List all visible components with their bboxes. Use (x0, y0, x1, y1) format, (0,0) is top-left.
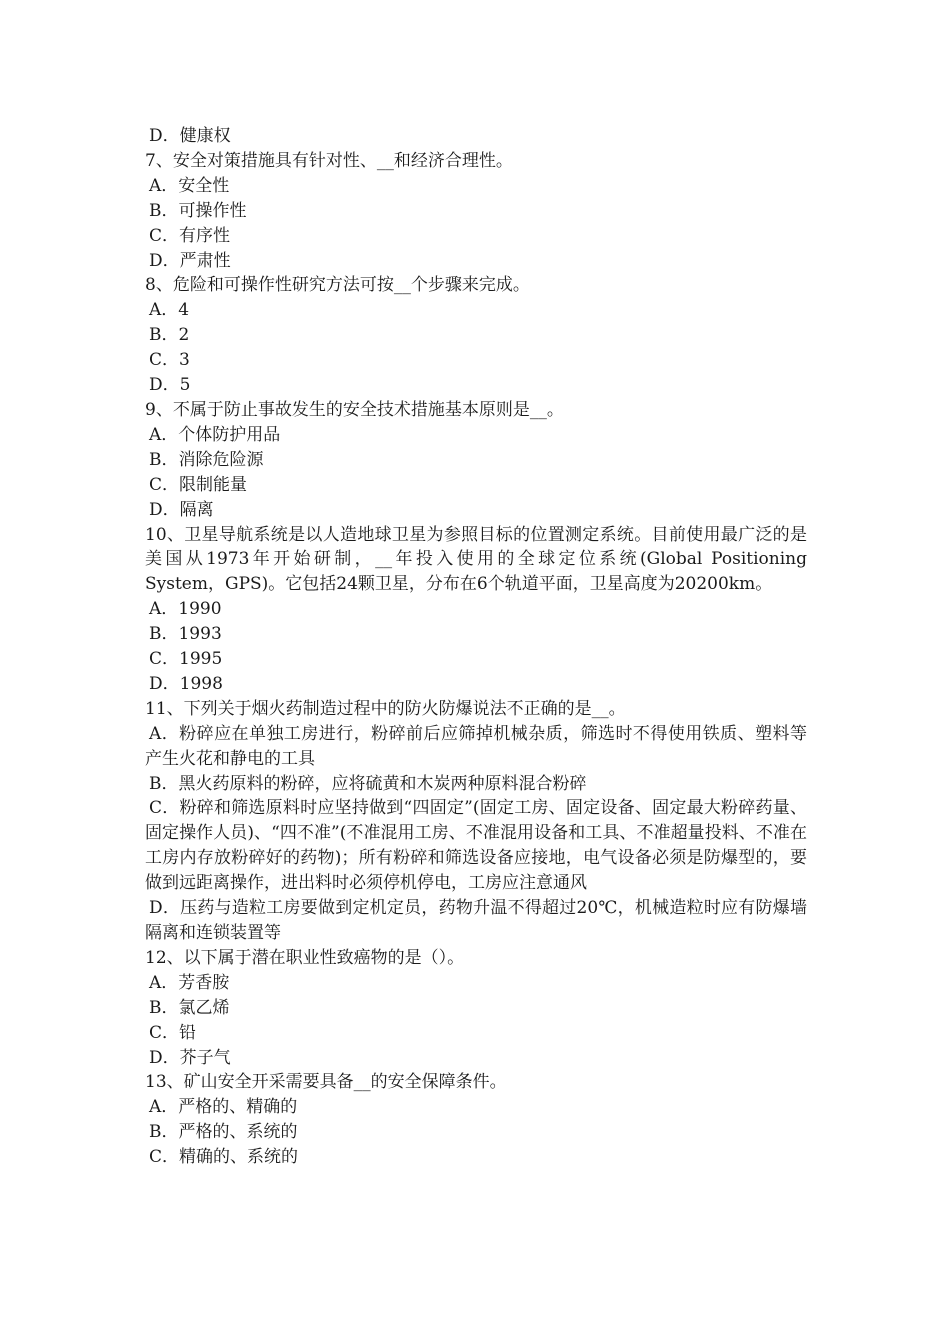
q12-option-b: B．氯乙烯 (149, 997, 230, 1018)
q7-option-b: B．可操作性 (149, 200, 247, 221)
q12-option-c: C．铅 (149, 1022, 197, 1043)
q10-option-c: C．1995 (149, 649, 223, 670)
q13-option-b: B．严格的、系统的 (149, 1122, 298, 1143)
q13-option-a: A．严格的、精确的 (149, 1097, 298, 1118)
q8-option-d: D．5 (149, 375, 191, 396)
q13-option-c: C．精确的、系统的 (149, 1147, 299, 1168)
q10-stem: 10、卫星导航系统是以人造地球卫星为参照目标的位置测定系统。目前使用最广泛的是美国从1973年开始研制，__年投入使用的全球定位系统(Global Positioning System，GPS)。它包括24颗卫星，分布在6个轨道平面，卫星高度为20200km。 (145, 524, 807, 595)
q7-option-d: D．严肃性 (149, 250, 231, 271)
q11-option-d: D．压药与造粒工房要做到定机定员，药物升温不得超过20℃，机械造粒时应有防爆墙隔离和连锁装置等 (145, 898, 807, 943)
q9-option-d: D．隔离 (149, 499, 214, 520)
q8-option-b: B．2 (149, 325, 190, 346)
q12-stem: 12、以下属于潜在职业性致癌物的是（）。 (145, 947, 465, 968)
q7-option-c: C．有序性 (149, 225, 231, 246)
q11-option-c: C．粉碎和筛选原料时应坚持做到“四固定”(固定工房、固定设备、固定最大粉碎药量、固定操作人员)、“四不准”(不准混用工房、不准混用设备和工具、不准超量投料、不准在工房内存放粉碎好的药物)；所有粉碎和筛选设备应接地，电气设备必须是防爆型的，要做到远距离操作，进出料时必须停机停电，工房应注意通风 (145, 798, 807, 894)
q10-option-d: D．1998 (149, 673, 223, 694)
q8-stem: 8、危险和可操作性研究方法可按__个步骤来完成。 (145, 275, 530, 296)
q12-option-d: D．芥子气 (149, 1047, 231, 1068)
q6-option-d: D．健康权 (149, 126, 231, 146)
q12-option-a: A．芳香胺 (149, 972, 230, 993)
q9-option-c: C．限制能量 (149, 474, 248, 495)
q11-option-a: A．粉碎应在单独工房进行，粉碎前后应筛掉机械杂质，筛选时不得使用铁质、塑料等产生火花和静电的工具 (145, 723, 807, 769)
exam-document (145, 124, 807, 1170)
q9-option-b: B．消除危险源 (149, 449, 264, 470)
q8-option-c: C．3 (149, 350, 190, 371)
q11-stem: 11、下列关于烟火药制造过程中的防火防爆说法不正确的是__。 (145, 698, 626, 719)
q10-option-a: A．1990 (149, 599, 222, 620)
q13-stem: 13、矿山安全开采需要具备__的安全保障条件。 (145, 1072, 507, 1093)
q7-stem: 7、安全对策措施具有针对性、__和经济合理性。 (145, 150, 513, 171)
q9-option-a: A．个体防护用品 (149, 424, 281, 445)
q7-option-a: A．安全性 (149, 175, 230, 196)
q10-option-b: B．1993 (149, 624, 222, 645)
q8-option-a: A．4 (149, 300, 190, 321)
q11-option-b: B．黑火药原料的粉碎，应将硫黄和木炭两种原料混合粉碎 (149, 773, 587, 794)
q9-stem: 9、不属于防止事故发生的安全技术措施基本原则是__。 (145, 399, 564, 420)
